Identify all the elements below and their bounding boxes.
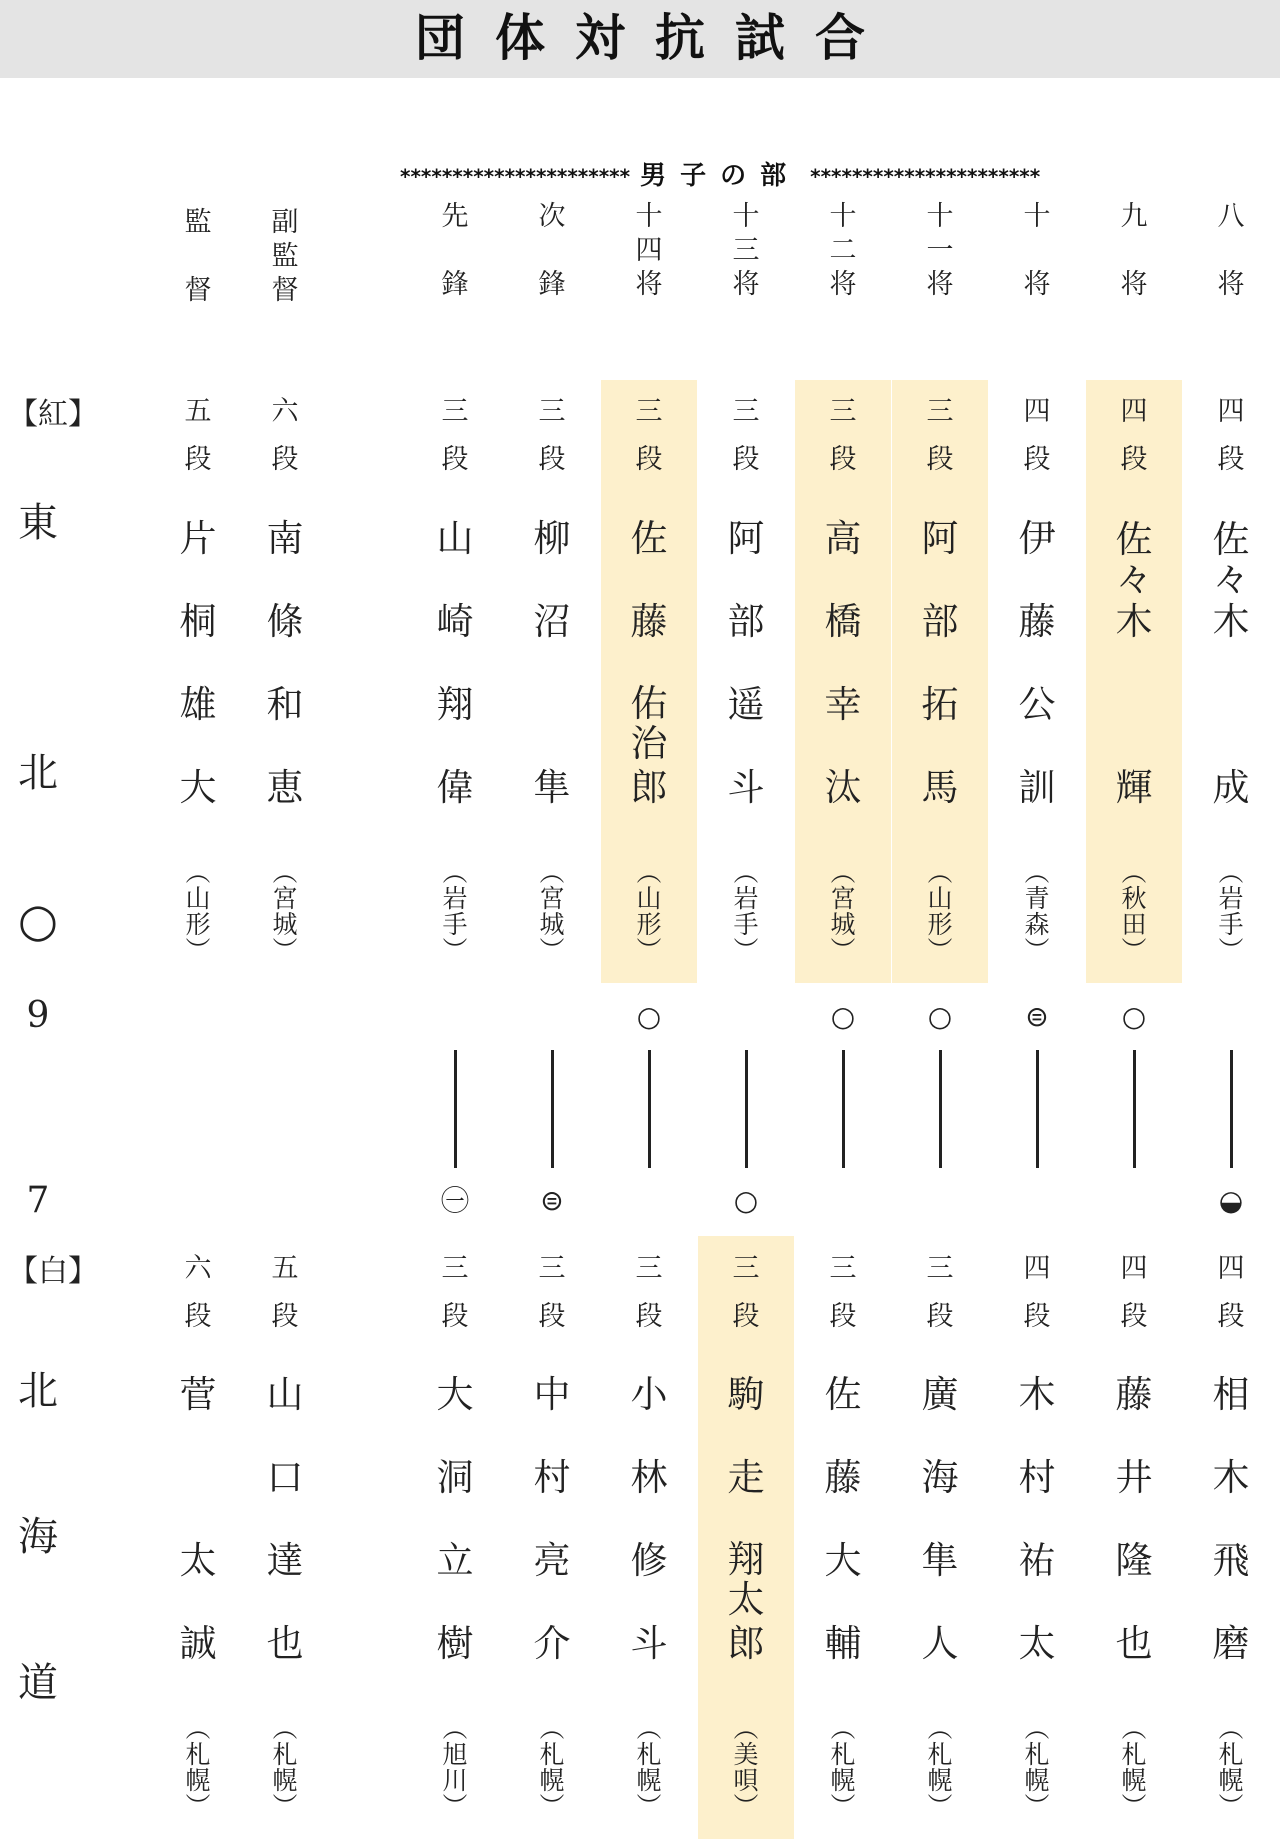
red_team-name-char: 翔: [436, 683, 474, 726]
red_team-name-char: 汰: [824, 766, 862, 809]
white_team-prefecture: ︵ 札 幌 ︶: [927, 1714, 953, 1821]
red_team-rank: 五 段: [184, 396, 212, 475]
white_team-name-char: 佐: [824, 1373, 862, 1416]
white_team-prefecture: ︵ 札 幌 ︶: [1121, 1714, 1147, 1821]
red_team-rank: 三 段: [926, 396, 954, 475]
white-result-mark: ㊀: [440, 1184, 469, 1217]
division-stars-left: **********************: [400, 164, 631, 189]
red_team-prefecture: ︵ 山 形 ︶: [636, 858, 662, 965]
red_team-name-char: 輝: [1115, 766, 1153, 809]
white_team-name-char: 人: [921, 1622, 959, 1665]
red_team-name-char: 木: [1115, 600, 1153, 643]
white_team-name-char: 隼: [921, 1539, 959, 1582]
white_team-name-char: 走: [727, 1456, 765, 1499]
red_team-name-char: 雄: [179, 683, 217, 726]
position-label: 十 三 将: [732, 201, 760, 300]
red_team-prefecture: ︵ 山 形 ︶: [185, 858, 211, 965]
red_team-name-char: 崎: [436, 600, 474, 643]
bout-line: [939, 1050, 942, 1168]
white_team-rank: 五 段: [271, 1253, 299, 1332]
red_team-rank: 三 段: [732, 396, 760, 475]
bout-line: [1133, 1050, 1136, 1168]
red_team-rank: 三 段: [635, 396, 663, 475]
white_team-name-char: 相: [1212, 1373, 1250, 1416]
red_team-name-char: 藤: [630, 600, 668, 643]
red_team-name-char: 條: [266, 600, 304, 643]
white_team-name-char: 立: [436, 1539, 474, 1582]
white_team-name-char: 飛: [1212, 1539, 1250, 1582]
white_team-name-char: 村: [1018, 1456, 1056, 1499]
red_team-name-char: 南: [266, 517, 304, 560]
white-result-mark: ◒: [1218, 1184, 1244, 1217]
red-team-circle: ○: [17, 893, 59, 947]
division-stars-right: **********************: [810, 164, 1041, 189]
white_team-name-char: 中: [533, 1373, 571, 1416]
white_team-name-char: 林: [630, 1456, 668, 1499]
position-label: 十 将: [1023, 201, 1051, 300]
red_team-name-char: 馬: [921, 766, 959, 809]
red_team-name-char: 隼: [533, 766, 571, 809]
white_team-name-char: 也: [1115, 1622, 1153, 1665]
position-label: 八 将: [1217, 201, 1245, 300]
red_team-name-char: 佐 々: [1212, 518, 1250, 601]
red_team-name-char: 片: [179, 517, 217, 560]
white_team-name-char: 小: [630, 1373, 668, 1416]
page-title: 団体対抗試合: [415, 9, 895, 67]
white_team-rank: 四 段: [1023, 1253, 1051, 1332]
red-team-tag: 【紅】: [8, 397, 98, 432]
red_team-name-char: 柳: [533, 517, 571, 560]
red_team-name-char: 部: [921, 600, 959, 643]
red_team-name-char: 藤: [1018, 600, 1056, 643]
white_team-prefecture: ︵ 札 幌 ︶: [539, 1714, 565, 1821]
red_team-name-char: 山: [436, 517, 474, 560]
red_team-rank: 六 段: [271, 396, 299, 475]
red_team-name-char: 佐 々: [1115, 518, 1153, 601]
white_team-name-char: 達: [266, 1539, 304, 1582]
white-result-mark: ○: [733, 1184, 759, 1217]
white-team-score: 7: [26, 1180, 50, 1221]
white_team-name-char: 駒: [727, 1373, 765, 1416]
bout-line: [745, 1050, 748, 1168]
white_team-name-char: 修: [630, 1539, 668, 1582]
red_team-prefecture: ︵ 岩 手 ︶: [442, 858, 468, 965]
division-header: [400, 158, 1280, 194]
white_team-name-char: 太: [179, 1539, 217, 1582]
white-result-mark: ⊜: [540, 1184, 564, 1217]
red-result-mark: ○: [927, 1000, 953, 1033]
red_team-name-char: 佑 治: [630, 682, 668, 765]
bout-line: [842, 1050, 845, 1168]
white_team-name-char: 祐: [1018, 1539, 1056, 1582]
white_team-name-char: 井: [1115, 1456, 1153, 1499]
white_team-name-char: 大: [824, 1539, 862, 1582]
red_team-name-char: 阿: [921, 517, 959, 560]
red-result-mark: ⊜: [1025, 1000, 1049, 1033]
red_team-name-char: 郎: [630, 766, 668, 809]
red_team-name-char: 高: [824, 517, 862, 560]
red-result-mark: ○: [830, 1000, 856, 1033]
position-label: 九 将: [1120, 201, 1148, 300]
red_team-prefecture: ︵ 宮 城 ︶: [272, 858, 298, 965]
red-result-mark: ○: [1121, 1000, 1147, 1033]
red_team-name-char: 斗: [727, 766, 765, 809]
white-team-tag: 【白】: [8, 1254, 98, 1289]
red_team-prefecture: ︵ 宮 城 ︶: [830, 858, 856, 965]
bout-line: [648, 1050, 651, 1168]
red_team-name-char: 部: [727, 600, 765, 643]
red_team-name-char: 桐: [179, 600, 217, 643]
white_team-prefecture: ︵ 札 幌 ︶: [185, 1714, 211, 1821]
red_team-rank: 四 段: [1120, 396, 1148, 475]
red_team-prefecture: ︵ 岩 手 ︶: [733, 858, 759, 965]
white_team-rank: 六 段: [184, 1253, 212, 1332]
red_team-rank: 四 段: [1217, 396, 1245, 475]
white_team-name-char: 海: [921, 1456, 959, 1499]
red_team-rank: 三 段: [441, 396, 469, 475]
white_team-name-char: 磨: [1212, 1622, 1250, 1665]
red-result-mark: ○: [636, 1000, 662, 1033]
white_team-name-char: 藤: [1115, 1373, 1153, 1416]
bout-line: [1036, 1050, 1039, 1168]
white_team-rank: 三 段: [538, 1253, 566, 1332]
white_team-name-char: 樹: [436, 1622, 474, 1665]
red_team-prefecture: ︵ 宮 城 ︶: [539, 858, 565, 965]
red_team-name-char: 伊: [1018, 517, 1056, 560]
red_team-rank: 三 段: [829, 396, 857, 475]
white_team-prefecture: ︵ 旭 川 ︶: [442, 1714, 468, 1821]
red_team-prefecture: ︵ 秋 田 ︶: [1121, 858, 1147, 965]
white_team-prefecture: ︵ 札 幌 ︶: [636, 1714, 662, 1821]
white_team-name-char: 郎: [727, 1622, 765, 1665]
white_team-name-char: 隆: [1115, 1539, 1153, 1582]
red_team-name-char: 大: [179, 766, 217, 809]
red_team-name-char: 偉: [436, 766, 474, 809]
white_team-name-char: 村: [533, 1456, 571, 1499]
white_team-rank: 三 段: [635, 1253, 663, 1332]
white_team-name-char: 木: [1212, 1456, 1250, 1499]
white_team-name-char: 大: [436, 1373, 474, 1416]
white_team-name-char: 介: [533, 1622, 571, 1665]
white_team-prefecture: ︵ 美 唄 ︶: [733, 1714, 759, 1821]
white_team-name-char: 菅: [179, 1373, 217, 1416]
red_team-name-char: 木: [1212, 600, 1250, 643]
bout-line: [551, 1050, 554, 1168]
red_team-name-char: 成: [1212, 766, 1250, 809]
red_team-prefecture: ︵ 山 形 ︶: [927, 858, 953, 965]
red_team-name-char: 遥: [727, 683, 765, 726]
division-label: 男子の部: [640, 161, 801, 191]
white_team-name-char: 誠: [179, 1622, 217, 1665]
position-label: 十 一 将: [926, 201, 954, 300]
red_team-name-char: 拓: [921, 683, 959, 726]
position-label: 監 督: [184, 207, 212, 306]
white_team-rank: 四 段: [1120, 1253, 1148, 1332]
white_team-name-char: 輔: [824, 1622, 862, 1665]
bout-line: [454, 1050, 457, 1168]
white_team-name-char: 山: [266, 1373, 304, 1416]
position-label: 十 二 将: [829, 201, 857, 300]
white_team-prefecture: ︵ 札 幌 ︶: [830, 1714, 856, 1821]
white_team-name-char: 口: [266, 1456, 304, 1499]
red-team-name: 東 北: [18, 500, 58, 796]
white_team-name-char: 斗: [630, 1622, 668, 1665]
red_team-prefecture: ︵ 岩 手 ︶: [1218, 858, 1244, 965]
white_team-name-char: 太: [1018, 1622, 1056, 1665]
bout-line: [1230, 1050, 1233, 1168]
white_team-rank: 三 段: [732, 1253, 760, 1332]
white_team-name-char: 藤: [824, 1456, 862, 1499]
position-label: 十 四 将: [635, 201, 663, 300]
red_team-name-char: 沼: [533, 600, 571, 643]
white_team-name-char: 翔 太: [727, 1538, 765, 1621]
red_team-prefecture: ︵ 青 森 ︶: [1024, 858, 1050, 965]
position-label: 先 鋒: [441, 201, 469, 300]
red_team-name-char: 和: [266, 683, 304, 726]
white_team-name-char: 也: [266, 1622, 304, 1665]
white_team-name-char: 亮: [533, 1539, 571, 1582]
red_team-name-char: 公: [1018, 683, 1056, 726]
white-team-name: 北 海 道: [18, 1368, 58, 1706]
red_team-name-char: 阿: [727, 517, 765, 560]
red_team-name-char: 佐: [630, 517, 668, 560]
red_team-name-char: 橋: [824, 600, 862, 643]
white_team-name-char: 廣: [921, 1373, 959, 1416]
position-label: 副 監 督: [271, 207, 299, 306]
white_team-name-char: 洞: [436, 1456, 474, 1499]
white_team-rank: 三 段: [926, 1253, 954, 1332]
white_team-prefecture: ︵ 札 幌 ︶: [1024, 1714, 1050, 1821]
red-team-score: 9: [26, 995, 50, 1036]
white_team-prefecture: ︵ 札 幌 ︶: [1218, 1714, 1244, 1821]
red_team-name-char: 訓: [1018, 766, 1056, 809]
red_team-rank: 四 段: [1023, 396, 1051, 475]
white_team-rank: 三 段: [441, 1253, 469, 1332]
red_team-name-char: 恵: [266, 766, 304, 809]
white_team-name-char: 木: [1018, 1373, 1056, 1416]
red_team-rank: 三 段: [538, 396, 566, 475]
white_team-rank: 四 段: [1217, 1253, 1245, 1332]
white_team-rank: 三 段: [829, 1253, 857, 1332]
white_team-prefecture: ︵ 札 幌 ︶: [272, 1714, 298, 1821]
red_team-name-char: 幸: [824, 683, 862, 726]
position-label: 次 鋒: [538, 201, 566, 300]
